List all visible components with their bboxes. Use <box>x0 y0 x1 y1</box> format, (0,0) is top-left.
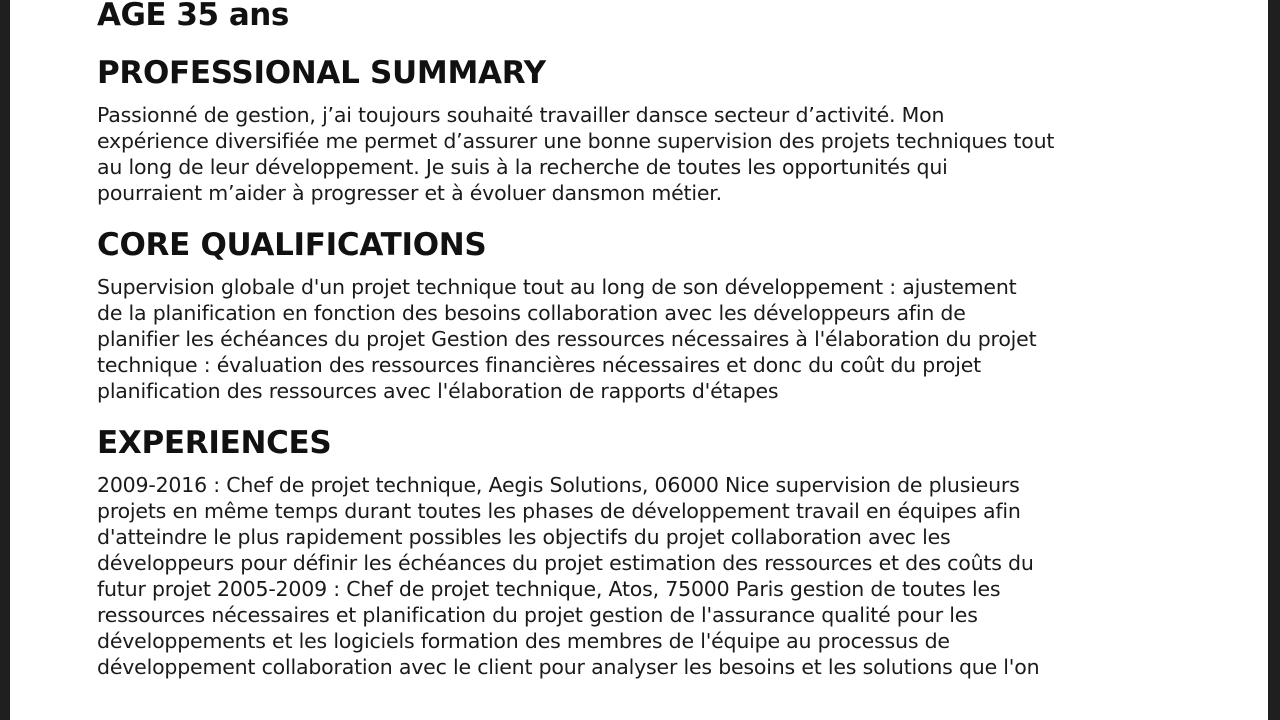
experiences-line: projets en même temps durant toutes les phases de développement travail en équipes afin <box>97 499 1021 523</box>
resume-content <box>97 0 1197 690</box>
resume-page <box>10 0 1268 720</box>
qualifications-line: planification des ressources avec l'élaboration de rapports d'étapes <box>97 379 779 403</box>
qualifications-line: planifier les échéances du projet Gestion des ressources nécessaires à l'élaboration du projet <box>97 327 1037 351</box>
experiences-line: développements et les logiciels formation des membres de l'équipe au processus de <box>97 629 950 653</box>
qualifications-line: technique : évaluation des ressources financières nécessaires et donc du coût du projet <box>97 353 981 377</box>
experiences-line: ressources nécessaires et planification du projet gestion de l'assurance qualité pour les <box>97 603 978 627</box>
qualifications-paragraph <box>97 274 1197 404</box>
summary-paragraph <box>97 102 1197 206</box>
summary-line: au long de leur développement. Je suis à la recherche de toutes les opportunités qui <box>97 155 948 179</box>
qualifications-heading: CORE QUALIFICATIONS <box>97 227 487 263</box>
summary-line: Passionné de gestion, j’ai toujours souhaité travailler dansce secteur d’activité. Mon <box>97 103 945 127</box>
summary-line: expérience diversifiée me permet d’assurer une bonne supervision des projets techniques tout <box>97 129 1055 153</box>
qualifications-line: de la planification en fonction des besoins collaboration avec les développeurs afin de <box>97 301 966 325</box>
experiences-heading: EXPERIENCES <box>97 425 332 461</box>
age-line: AGE 35 ans <box>97 0 289 33</box>
experiences-line: 2009-2016 : Chef de projet technique, Aegis Solutions, 06000 Nice supervision de plusieurs <box>97 473 1020 497</box>
experiences-line: d'atteindre le plus rapidement possibles les objectifs du projet collaboration avec les <box>97 525 951 549</box>
experiences-line: futur projet 2005-2009 : Chef de projet technique, Atos, 75000 Paris gestion de toutes les <box>97 577 1001 601</box>
summary-line: pourraient m’aider à progresser et à évoluer dansmon métier. <box>97 181 722 205</box>
experiences-line: développeurs pour définir les échéances du projet estimation des ressources et des coûts du <box>97 551 1034 575</box>
qualifications-line: Supervision globale d'un projet technique tout au long de son développement : ajustement <box>97 275 1017 299</box>
experiences-line: développement collaboration avec le client pour analyser les besoins et les solutions que l'on <box>97 655 1040 679</box>
experiences-paragraph <box>97 472 1197 680</box>
summary-heading: PROFESSIONAL SUMMARY <box>97 55 546 91</box>
